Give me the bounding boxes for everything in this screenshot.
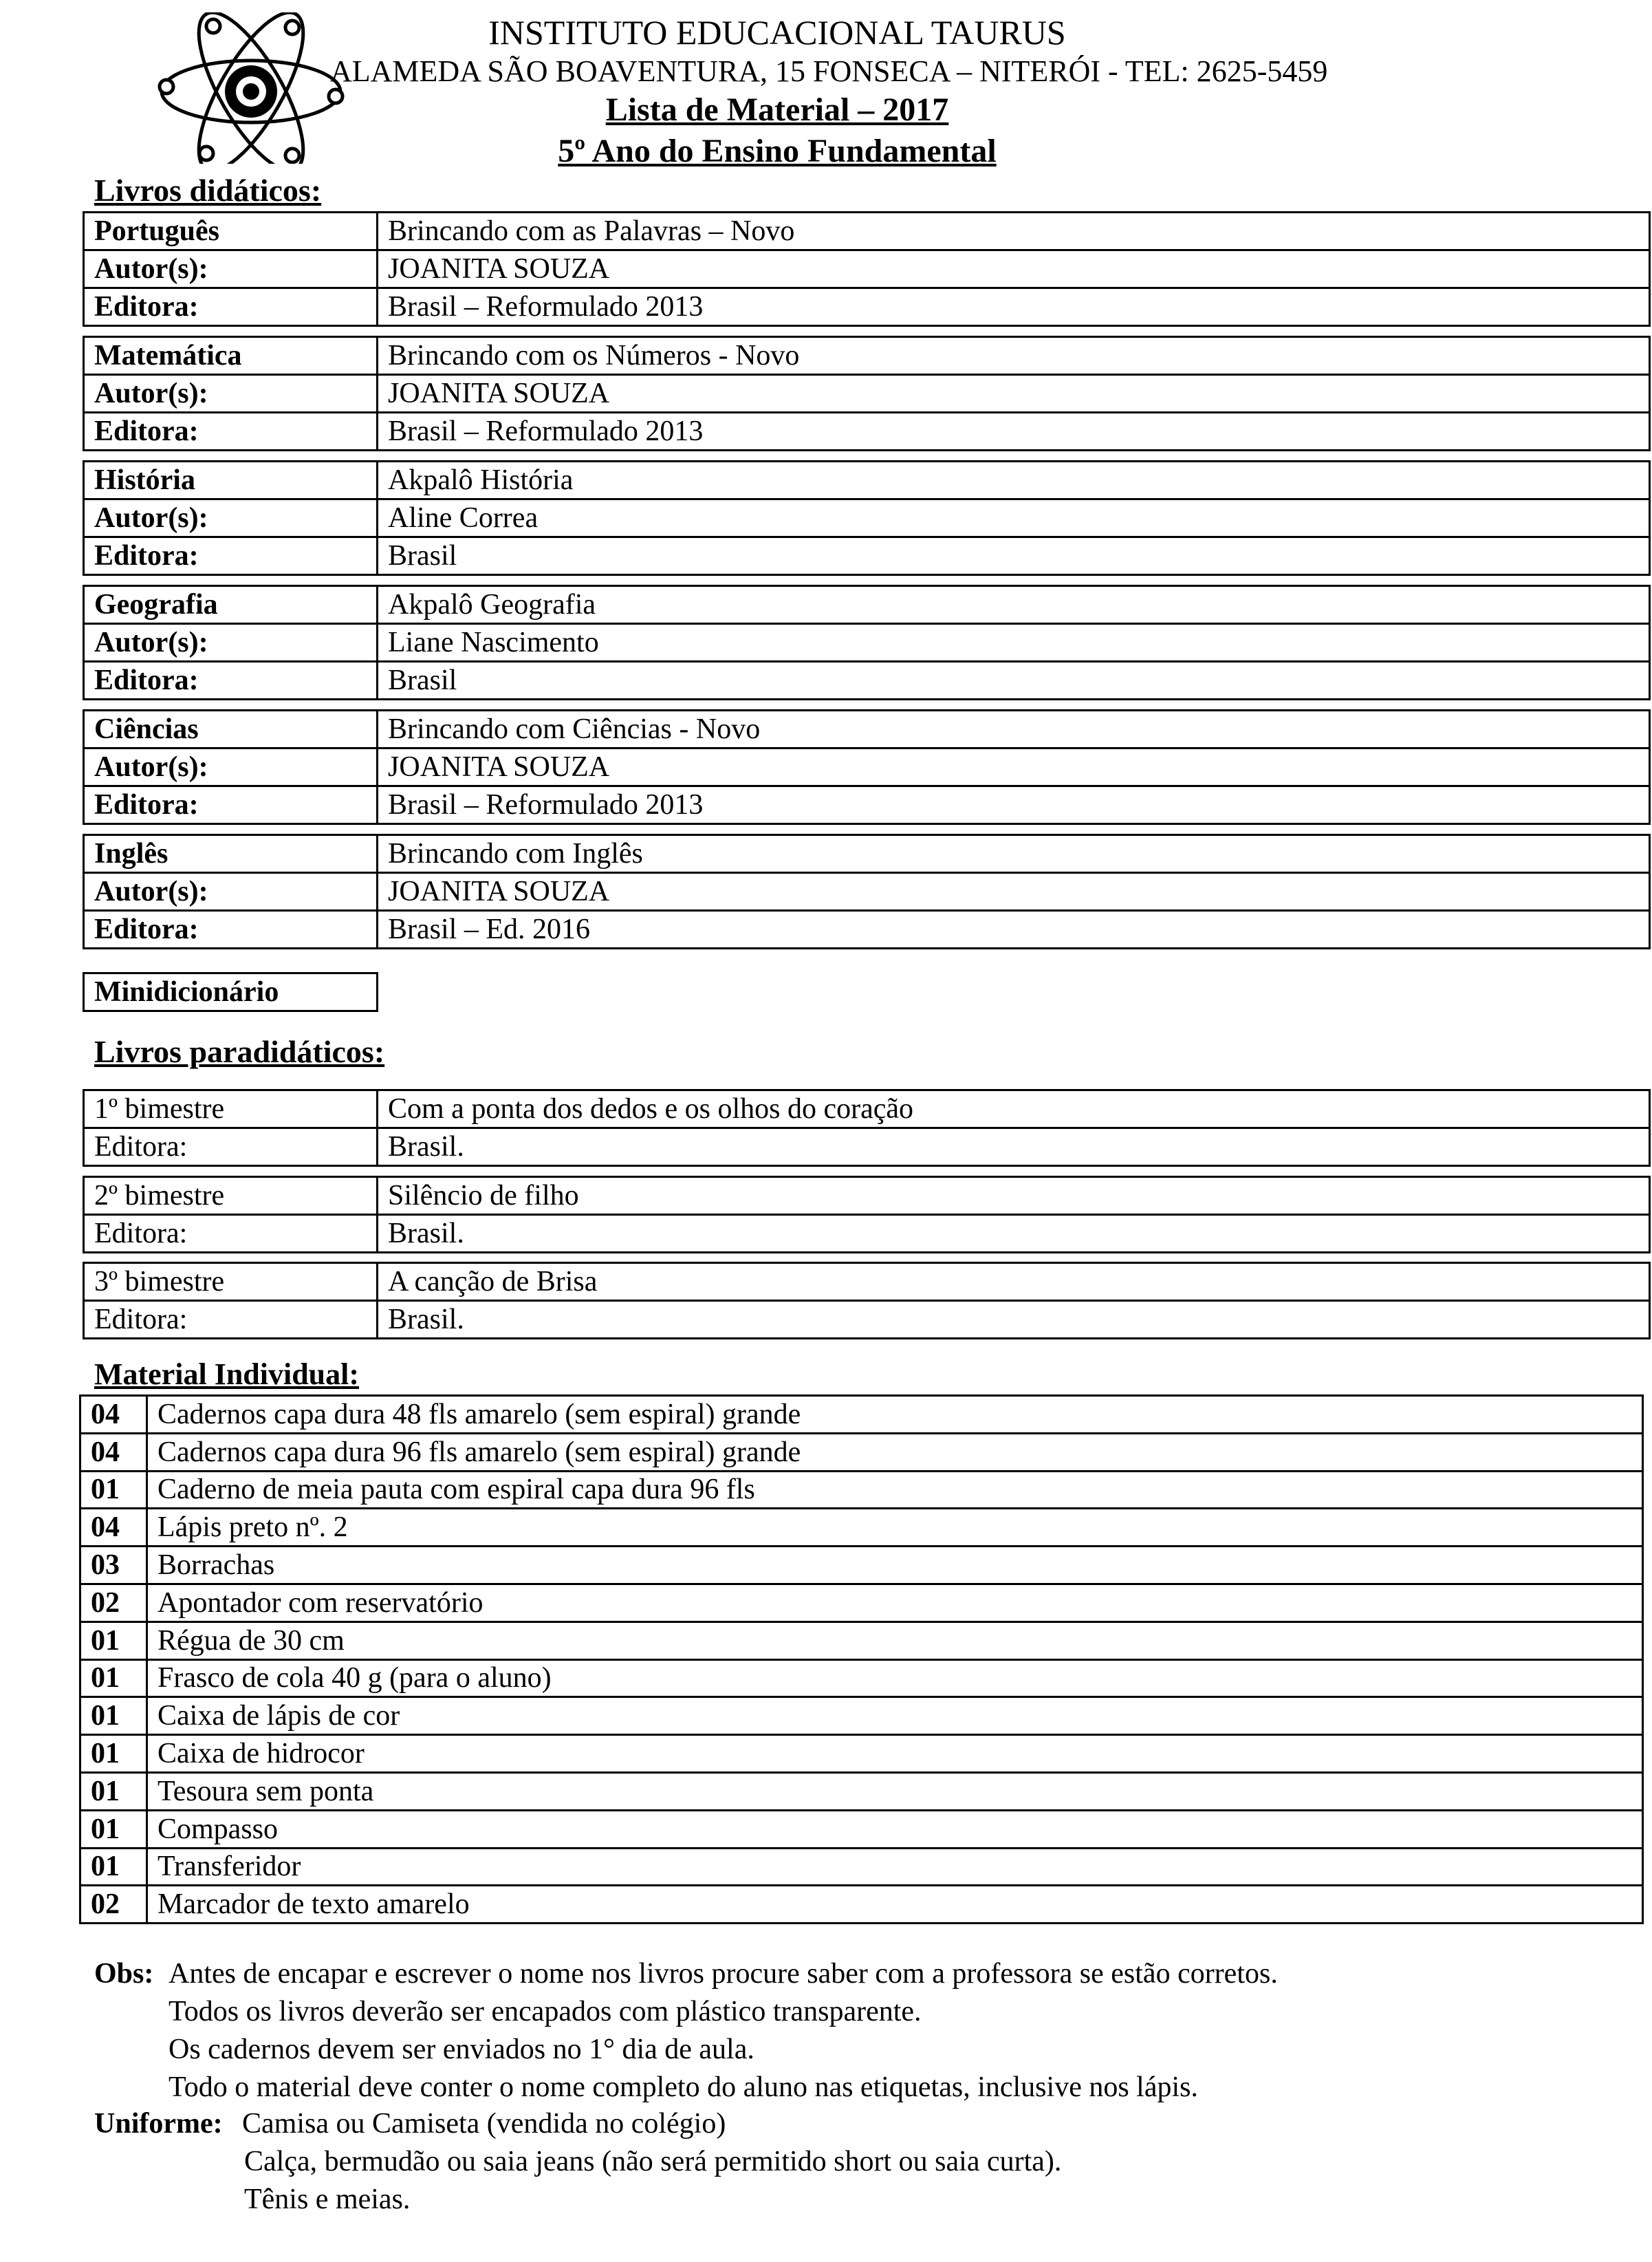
paradidactic-heading: Livros paradidáticos: — [94, 1034, 385, 1069]
subject-label: Ciências — [84, 711, 378, 748]
book-publisher: Brasil – Reformulado 2013 — [378, 288, 1650, 326]
item-name: Régua de 30 cm — [147, 1622, 1643, 1659]
table-row — [80, 1584, 1643, 1622]
publisher-label: Editora: — [84, 288, 378, 326]
term-label: 2º bimestre — [84, 1177, 378, 1215]
atom-logo-icon — [151, 12, 351, 164]
table-row — [80, 1471, 1643, 1509]
publisher-label: Editora: — [84, 413, 378, 451]
item-name: Compasso — [147, 1810, 1643, 1848]
publisher-label: Editora: — [84, 1128, 378, 1166]
dictionary-box — [83, 972, 378, 1012]
author-label: Autor(s): — [84, 375, 378, 413]
quantity: 02 — [80, 1584, 147, 1622]
book-title: Akpalô Geografia — [378, 586, 1650, 624]
list-title: Lista de Material – 2017 — [605, 91, 949, 128]
book-publisher: Brasil. — [378, 1215, 1650, 1253]
item-name: Lápis preto nº. 2 — [147, 1509, 1643, 1547]
book-publisher: Brasil. — [378, 1301, 1650, 1339]
item-name: Caixa de hidrocor — [147, 1735, 1643, 1773]
quantity: 01 — [80, 1622, 147, 1659]
school-address: ALAMEDA SÃO BOAVENTURA, 15 FONSECA – NITERÓI - TEL: 2625-5459 — [330, 54, 1328, 88]
publisher-label: Editora: — [84, 537, 378, 575]
publisher-label: Editora: — [84, 1301, 378, 1339]
obs-line: Todos os livros deverão ser encapados com plástico transparente. — [169, 1996, 922, 2027]
textbook-historia — [83, 460, 1651, 576]
table-row — [80, 1433, 1643, 1471]
quantity: 01 — [80, 1697, 147, 1735]
book-title: Com a ponta dos dedos e os olhos do coração — [378, 1090, 1650, 1128]
item-name: Caderno de meia pauta com espiral capa dura 96 fls — [147, 1471, 1643, 1509]
book-title: Akpalô História — [378, 462, 1650, 499]
obs-label: Obs: — [94, 1958, 154, 1990]
quantity: 01 — [80, 1772, 147, 1810]
uniform-line: Tênis e meias. — [244, 2184, 411, 2215]
book-publisher: Brasil – Reformulado 2013 — [378, 413, 1650, 451]
subject-label: Inglês — [84, 835, 378, 873]
table-row — [80, 1772, 1643, 1810]
book-publisher: Brasil – Ed. 2016 — [378, 911, 1650, 949]
author-label: Autor(s): — [84, 499, 378, 537]
item-name: Borrachas — [147, 1547, 1643, 1584]
table-row — [80, 1848, 1643, 1886]
book-author: JOANITA SOUZA — [378, 748, 1650, 786]
textbook-ingles — [83, 834, 1651, 949]
uniform-line: Calça, bermudão ou saia jeans (não será permitido short ou saia curta). — [244, 2146, 1062, 2177]
term-label: 1º bimestre — [84, 1090, 378, 1128]
book-author: Liane Nascimento — [378, 624, 1650, 662]
textbooks-heading: Livros didáticos: — [94, 173, 322, 208]
book-publisher: Brasil — [378, 537, 1650, 575]
quantity: 01 — [80, 1848, 147, 1886]
subject-label: Geografia — [84, 586, 378, 624]
dictionary-label: Minidicionário — [84, 973, 378, 1011]
book-publisher: Brasil – Reformulado 2013 — [378, 786, 1650, 824]
book-title: Brincando com os Números - Novo — [378, 337, 1650, 375]
book-title: A canção de Brisa — [378, 1263, 1650, 1301]
item-name: Transferidor — [147, 1848, 1643, 1886]
publisher-label: Editora: — [84, 911, 378, 949]
materials-heading: Material Individual: — [94, 1357, 360, 1391]
school-name: INSTITUTO EDUCACIONAL TAURUS — [488, 13, 1066, 52]
quantity: 01 — [80, 1810, 147, 1848]
textbook-ciencias — [83, 709, 1651, 825]
subject-label: Matemática — [84, 337, 378, 375]
textbook-matematica — [83, 336, 1651, 451]
item-name: Tesoura sem ponta — [147, 1772, 1643, 1810]
grade-title: 5º Ano do Ensino Fundamental — [558, 133, 997, 169]
table-row — [80, 1547, 1643, 1584]
quantity: 03 — [80, 1547, 147, 1584]
author-label: Autor(s): — [84, 624, 378, 662]
quantity: 01 — [80, 1659, 147, 1697]
paradidactic-term-1 — [83, 1089, 1651, 1167]
uniform-line: Camisa ou Camiseta (vendida no colégio) — [242, 2108, 726, 2140]
paradidactic-term-2 — [83, 1176, 1651, 1253]
author-label: Autor(s): — [84, 873, 378, 911]
table-row — [80, 1886, 1643, 1924]
book-title: Brincando com as Palavras – Novo — [378, 213, 1650, 250]
quantity: 02 — [80, 1886, 147, 1924]
publisher-label: Editora: — [84, 1215, 378, 1253]
obs-line: Todo o material deve conter o nome completo do aluno nas etiquetas, inclusive nos lápis. — [169, 2071, 1199, 2103]
author-label: Autor(s): — [84, 748, 378, 786]
table-row — [80, 1697, 1643, 1735]
book-author: Aline Correa — [378, 499, 1650, 537]
obs-line: Antes de encapar e escrever o nome nos livros procure saber com a professora se estão corretos. — [169, 1958, 1278, 1990]
book-title: Brincando com Ciências - Novo — [378, 711, 1650, 748]
quantity: 01 — [80, 1471, 147, 1509]
item-name: Caixa de lápis de cor — [147, 1697, 1643, 1735]
book-author: JOANITA SOUZA — [378, 250, 1650, 288]
textbook-geografia — [83, 585, 1651, 700]
quantity: 04 — [80, 1396, 147, 1434]
table-row — [80, 1509, 1643, 1547]
item-name: Apontador com reservatório — [147, 1584, 1643, 1622]
table-row — [80, 1622, 1643, 1659]
item-name: Frasco de cola 40 g (para o aluno) — [147, 1659, 1643, 1697]
table-row — [80, 1396, 1643, 1434]
item-name: Cadernos capa dura 96 fls amarelo (sem espiral) grande — [147, 1433, 1643, 1471]
item-name: Cadernos capa dura 48 fls amarelo (sem espiral) grande — [147, 1396, 1643, 1434]
book-author: JOANITA SOUZA — [378, 375, 1650, 413]
book-publisher: Brasil — [378, 662, 1650, 700]
table-row — [80, 1659, 1643, 1697]
table-row — [80, 1810, 1643, 1848]
book-publisher: Brasil. — [378, 1128, 1650, 1166]
subject-label: História — [84, 462, 378, 499]
subject-label: Português — [84, 213, 378, 250]
paradidactic-term-3 — [83, 1262, 1651, 1339]
publisher-label: Editora: — [84, 662, 378, 700]
book-title: Silêncio de filho — [378, 1177, 1650, 1215]
obs-line: Os cadernos devem ser enviados no 1° dia de aula. — [169, 2034, 754, 2065]
quantity: 01 — [80, 1735, 147, 1773]
publisher-label: Editora: — [84, 786, 378, 824]
book-title: Brincando com Inglês — [378, 835, 1650, 873]
quantity: 04 — [80, 1509, 147, 1547]
textbook-portugues — [83, 211, 1651, 327]
item-name: Marcador de texto amarelo — [147, 1886, 1643, 1924]
uniform-label: Uniforme: — [94, 2108, 223, 2140]
author-label: Autor(s): — [84, 250, 378, 288]
materials-table — [79, 1394, 1644, 1924]
term-label: 3º bimestre — [84, 1263, 378, 1301]
table-row — [80, 1735, 1643, 1773]
quantity: 04 — [80, 1433, 147, 1471]
book-author: JOANITA SOUZA — [378, 873, 1650, 911]
